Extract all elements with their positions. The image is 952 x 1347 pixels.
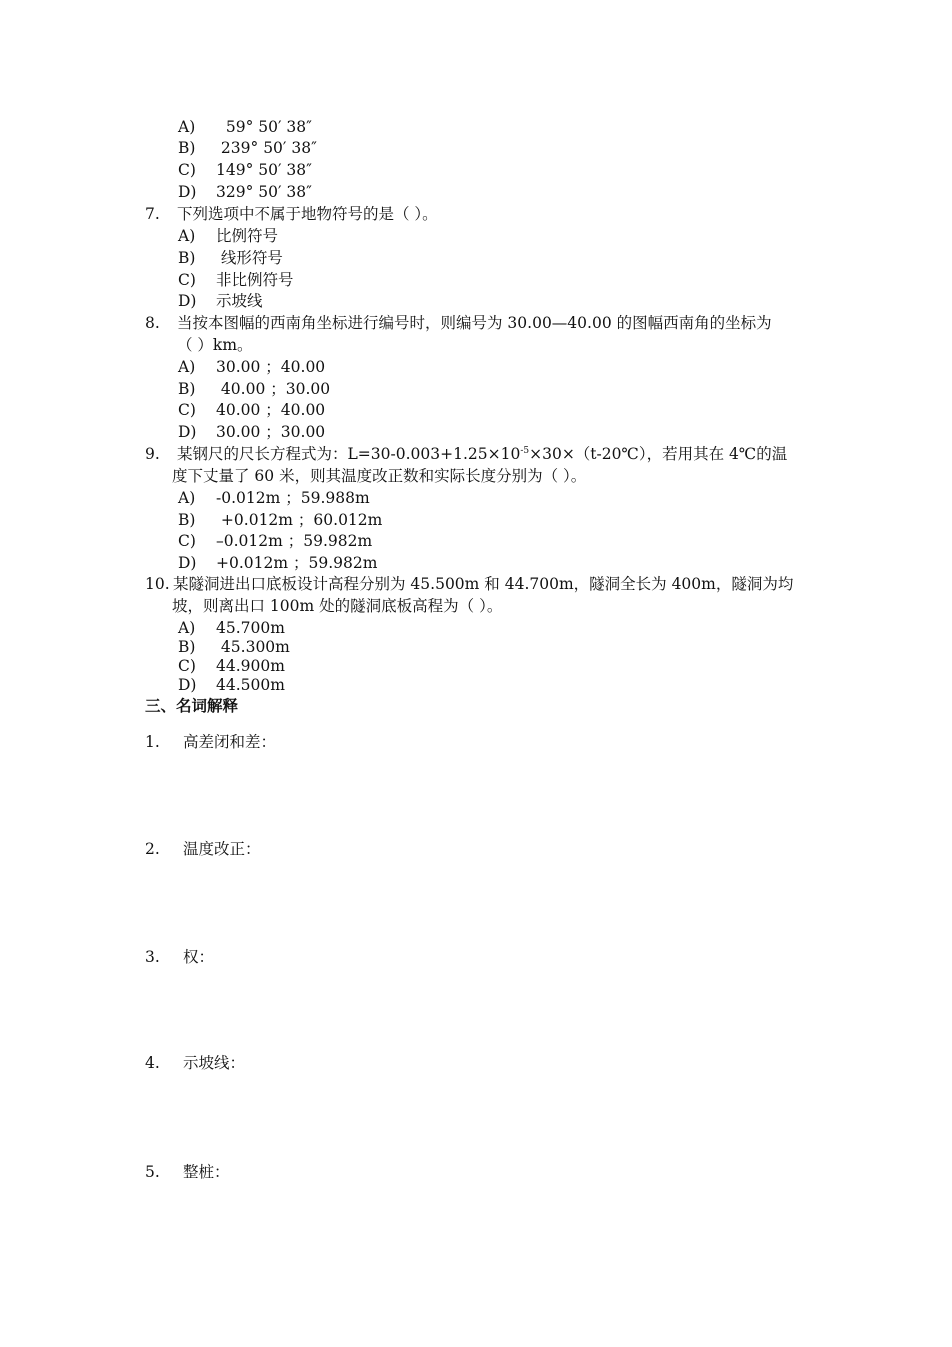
q9-stem-line2 xyxy=(172,466,586,486)
option-label: C) xyxy=(178,532,196,550)
q6-option-c xyxy=(178,160,312,180)
option-label: A) xyxy=(178,118,196,136)
term-number: 5. xyxy=(145,1163,160,1181)
question-number: 10. xyxy=(145,575,170,593)
exponent: -5 xyxy=(520,446,530,456)
option-label: B) xyxy=(178,380,196,398)
option-text: 149° 50′ 38″ xyxy=(216,161,312,179)
option-label: D) xyxy=(178,183,197,201)
option-text: 44.500m xyxy=(216,676,285,694)
option-text: 329° 50′ 38″ xyxy=(216,183,312,201)
term-text: 权： xyxy=(183,948,215,966)
q10-option-c xyxy=(178,656,285,676)
question-number: 7. xyxy=(145,205,160,223)
option-label: C) xyxy=(178,161,196,179)
option-text: 45.300m xyxy=(216,638,290,656)
section-heading: 三、名词解释 xyxy=(145,696,239,715)
q7-option-b xyxy=(178,248,283,268)
q9-option-c xyxy=(178,531,372,551)
question-number: 9. xyxy=(145,445,160,463)
q10-stem-line2 xyxy=(172,596,502,616)
option-text: 比例符号 xyxy=(216,227,279,245)
q8-stem-line2 xyxy=(177,335,253,355)
question-text: 当按本图幅的西南角坐标进行编号时，则编号为 30.00—40.00 的图幅西南角的坐标为 xyxy=(177,314,772,332)
option-text: 44.900m xyxy=(216,657,285,675)
question-text-continued: 坡，则离出口 100m 处的隧洞底板高程为（ ）。 xyxy=(172,597,503,615)
option-label: B) xyxy=(178,638,196,656)
question-text: 下列选项中不属于地物符号的是（ ）。 xyxy=(177,205,438,223)
q9-option-b xyxy=(178,510,382,530)
term-item-3 xyxy=(145,947,214,967)
question-text-continued: 度下丈量了 60 米，则其温度改正数和实际长度分别为（ ）。 xyxy=(172,467,587,485)
option-text: 59° 50′ 38″ xyxy=(216,118,312,136)
option-text: 非比例符号 xyxy=(216,271,294,289)
option-text: -0.012m ；59.988m xyxy=(216,489,370,507)
term-number: 1. xyxy=(145,733,160,751)
option-text: 40.00 ；40.00 xyxy=(216,401,326,419)
term-text: 示坡线： xyxy=(183,1054,246,1072)
term-text: 温度改正： xyxy=(183,840,261,858)
q7-option-d xyxy=(178,291,263,311)
option-text: 30.00 ；30.00 xyxy=(216,423,326,441)
term-item-1 xyxy=(145,732,276,752)
q7-option-c xyxy=(178,270,294,290)
q6-option-d xyxy=(178,182,312,202)
term-number: 2. xyxy=(145,840,160,858)
q6-option-a xyxy=(178,117,312,137)
term-item-5 xyxy=(145,1162,230,1182)
option-label: A) xyxy=(178,227,196,245)
q10-stem-line1 xyxy=(145,574,793,594)
option-label: B) xyxy=(178,511,196,529)
option-label: C) xyxy=(178,271,196,289)
question-text: ×30×（t-20℃），若用其在 4℃的温 xyxy=(529,445,788,463)
option-label: B) xyxy=(178,249,196,267)
option-label: B) xyxy=(178,139,196,157)
option-label: A) xyxy=(178,619,196,637)
option-label: C) xyxy=(178,657,196,675)
q8-option-c xyxy=(178,400,325,420)
option-text: 45.700m xyxy=(216,619,285,637)
q9-option-a xyxy=(178,488,370,508)
term-number: 4. xyxy=(145,1054,160,1072)
term-item-2 xyxy=(145,839,261,859)
q9-stem-line1 xyxy=(145,444,787,464)
option-label: A) xyxy=(178,358,196,376)
term-text: 高差闭和差： xyxy=(183,733,277,751)
option-label: D) xyxy=(178,423,197,441)
option-text: –0.012m ；59.982m xyxy=(216,532,373,550)
option-text: +0.012m ；60.012m xyxy=(216,511,383,529)
option-text: 40.00 ；30.00 xyxy=(216,380,331,398)
q8-option-a xyxy=(178,357,325,377)
option-text: 线形符号 xyxy=(216,249,283,267)
q9-option-d xyxy=(178,553,377,573)
q7-stem xyxy=(145,204,438,224)
term-item-4 xyxy=(145,1053,245,1073)
question-text-continued: （ ）km。 xyxy=(177,336,253,354)
question-text: 某隧洞进出口底板设计高程分别为 45.500m 和 44.700m，隧洞全长为 400m，隧洞为均 xyxy=(173,575,794,593)
option-label: D) xyxy=(178,554,197,572)
option-label: D) xyxy=(178,676,197,694)
option-label: D) xyxy=(178,292,197,310)
option-label: A) xyxy=(178,489,196,507)
question-number: 8. xyxy=(145,314,160,332)
q8-option-b xyxy=(178,379,330,399)
option-text: 239° 50′ 38″ xyxy=(216,139,317,157)
term-text: 整桩： xyxy=(183,1163,230,1181)
q8-option-d xyxy=(178,422,325,442)
option-label: C) xyxy=(178,401,196,419)
q7-option-a xyxy=(178,226,278,246)
term-number: 3. xyxy=(145,948,160,966)
q10-option-a xyxy=(178,618,285,638)
option-text: 示坡线 xyxy=(216,292,263,310)
option-text: +0.012m ；59.982m xyxy=(216,554,378,572)
q10-option-d xyxy=(178,675,285,695)
question-text: 某钢尺的尺长方程式为：L=30-0.003+1.25×10 xyxy=(177,445,521,463)
q8-stem-line1 xyxy=(145,313,772,333)
q6-option-b xyxy=(178,138,317,158)
q10-option-b xyxy=(178,637,290,657)
option-text: 30.00 ；40.00 xyxy=(216,358,326,376)
